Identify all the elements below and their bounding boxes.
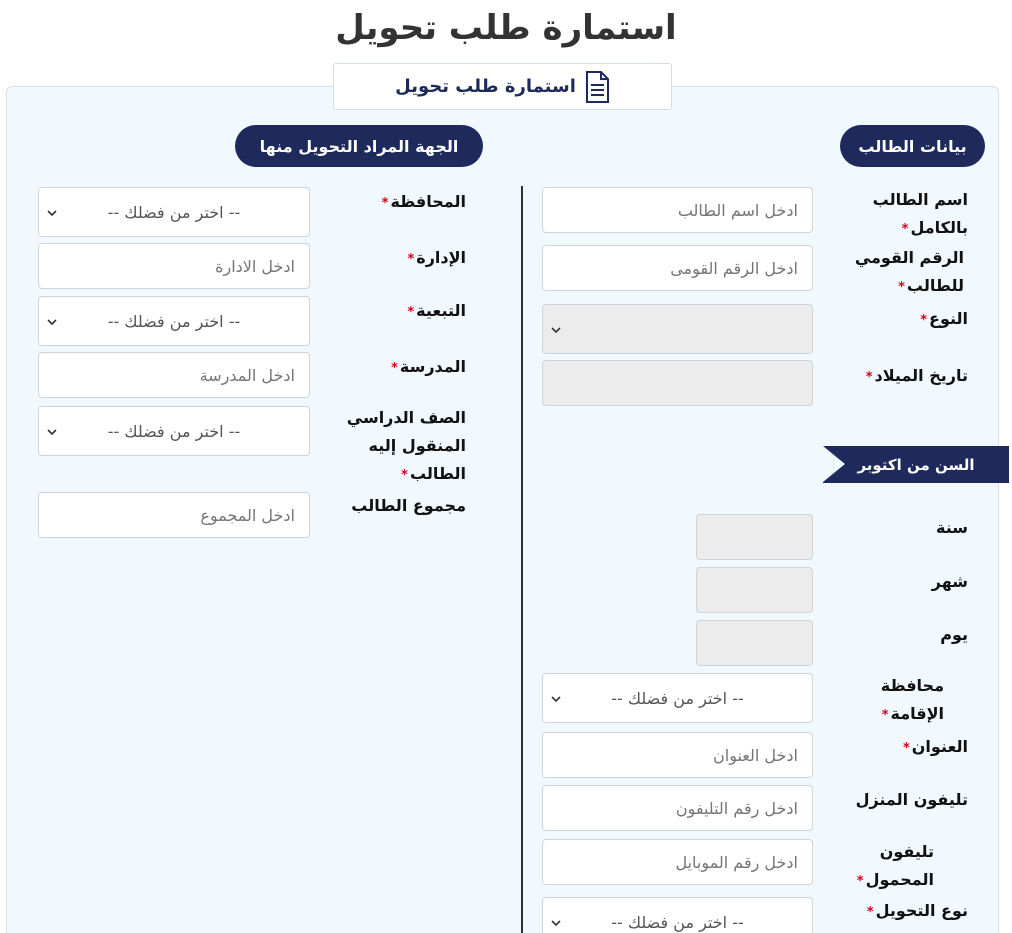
- transfer-type-label: نوع التحويل*: [866, 901, 968, 920]
- age-section-banner: [823, 446, 1009, 483]
- column-divider: [521, 186, 523, 933]
- address-input[interactable]: [542, 732, 813, 778]
- page-title: استمارة طلب تحويل: [335, 8, 677, 48]
- administration-label: الإدارة*: [407, 248, 466, 267]
- mobile-phone-label: تليفون المحمول*: [856, 842, 934, 889]
- home-phone-label: تليفون المنزل: [855, 790, 968, 809]
- school-label: المدرسة*: [391, 357, 466, 376]
- administration-input[interactable]: [38, 243, 310, 289]
- national-id-label: الرقم القومي للطالب*: [854, 248, 964, 295]
- student-name-input[interactable]: [542, 187, 813, 233]
- transfer-type-value: -- اختر من فضلك --: [611, 912, 744, 932]
- chevron-down-icon: [551, 325, 561, 335]
- source-governorate-label: المحافظة*: [381, 192, 466, 211]
- affiliation-select[interactable]: [38, 296, 310, 346]
- chevron-down-icon: [551, 694, 561, 704]
- school-input[interactable]: [38, 352, 310, 398]
- grade-label: الصف الدراسي المنقول إليه الطالب*: [346, 408, 466, 483]
- legend-title: استمارة طلب تحويل: [395, 76, 576, 97]
- grade-value: -- اختر من فضلك --: [107, 421, 241, 441]
- transfer-type-select[interactable]: [542, 897, 813, 933]
- source-school-header: الجهة المراد التحويل منها: [235, 125, 483, 167]
- form-legend: [333, 63, 672, 110]
- age-day-label: يوم: [940, 625, 968, 644]
- age-month-input[interactable]: [696, 567, 813, 613]
- student-name-label: اسم الطالب بالكامل*: [872, 190, 968, 237]
- mobile-phone-input[interactable]: [542, 839, 813, 885]
- gender-select[interactable]: [542, 304, 813, 354]
- birth-date-input[interactable]: [542, 360, 813, 406]
- total-score-label: مجموع الطالب: [351, 496, 466, 515]
- age-section-title: السن من اكتوبر: [857, 455, 975, 474]
- affiliation-label: التبعية*: [407, 301, 466, 320]
- home-phone-input[interactable]: [542, 785, 813, 831]
- document-icon: [584, 71, 610, 103]
- chevron-down-icon: [551, 918, 561, 928]
- national-id-input[interactable]: [542, 245, 813, 291]
- grade-select[interactable]: [38, 406, 310, 456]
- age-year-label: سنة: [936, 518, 968, 537]
- birth-date-label: تاريخ الميلاد*: [865, 366, 968, 385]
- source-governorate-select[interactable]: [38, 187, 310, 237]
- residence-governorate-value: -- اختر من فضلك --: [611, 688, 744, 708]
- residence-governorate-select[interactable]: [542, 673, 813, 723]
- affiliation-value: -- اختر من فضلك --: [107, 311, 241, 331]
- age-month-label: شهر: [931, 572, 968, 591]
- residence-governorate-label: محافظة الإقامة*: [880, 676, 944, 723]
- age-year-input[interactable]: [696, 514, 813, 560]
- address-label: العنوان*: [902, 737, 968, 756]
- age-day-input[interactable]: [696, 620, 813, 666]
- gender-label: النوع*: [920, 309, 968, 328]
- banner-notch: [823, 446, 845, 482]
- chevron-down-icon: [47, 317, 57, 327]
- total-score-input[interactable]: [38, 492, 310, 538]
- chevron-down-icon: [47, 427, 57, 437]
- source-governorate-value: -- اختر من فضلك --: [107, 202, 241, 222]
- chevron-down-icon: [47, 208, 57, 218]
- student-data-header: بيانات الطالب: [840, 125, 985, 167]
